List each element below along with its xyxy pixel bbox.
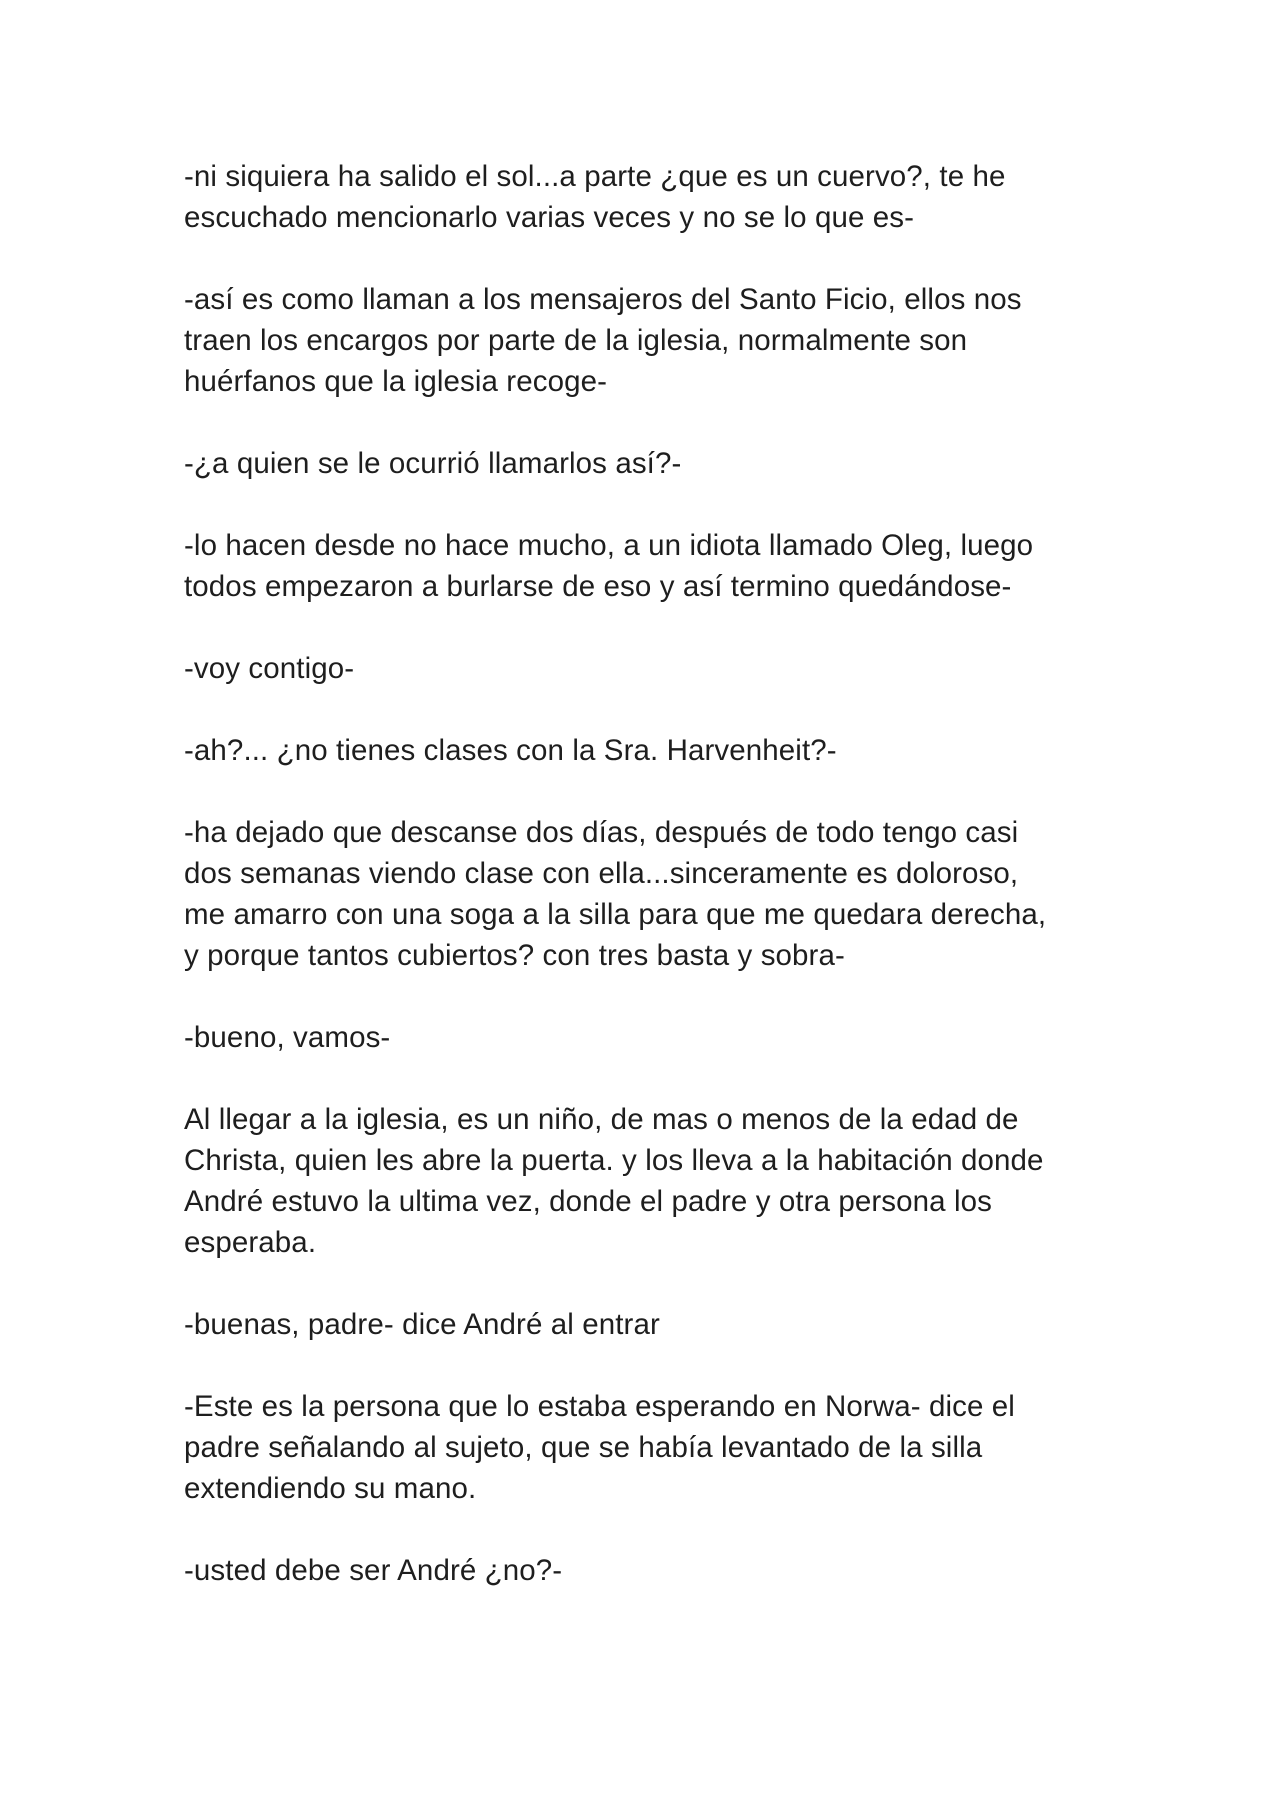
text-line: Christa, quien les abre la puerta. y los lleva a la habitación donde — [184, 1144, 1044, 1177]
text-line: padre señalando al sujeto, que se había levantado de la silla — [184, 1431, 983, 1464]
paragraph-9 — [184, 1099, 1100, 1263]
text-line: André estuvo la ultima vez, donde el padre y otra persona los — [184, 1185, 992, 1218]
text-line: -ni siquiera ha salido el sol...a parte ¿que es un cuervo?, te he — [184, 160, 1006, 193]
text-line: -ah?... ¿no tienes clases con la Sra. Harvenheit?- — [184, 734, 837, 767]
text-line: -voy contigo- — [184, 652, 355, 685]
text-line: traen los encargos por parte de la iglesia, normalmente son — [184, 324, 968, 357]
text-line: extendiendo su mano. — [184, 1472, 477, 1505]
paragraph-8 — [184, 1017, 1100, 1058]
paragraph-6 — [184, 730, 1100, 771]
text-line: -así es como llaman a los mensajeros del Santo Ficio, ellos nos — [184, 283, 1022, 316]
text-line: Al llegar a la iglesia, es un niño, de mas o menos de la edad de — [184, 1103, 1019, 1136]
text-line: -Este es la persona que lo estaba esperando en Norwa- dice el — [184, 1390, 1015, 1423]
text-line: dos semanas viendo clase con ella...sinceramente es doloroso, — [184, 857, 1019, 890]
text-line: -buenas, padre- dice André al entrar — [184, 1308, 660, 1341]
paragraph-7 — [184, 812, 1100, 976]
text-line: esperaba. — [184, 1226, 317, 1259]
text-line: huérfanos que la iglesia recoge- — [184, 365, 608, 398]
paragraph-10 — [184, 1304, 1100, 1345]
text-line: -ha dejado que descanse dos días, después de todo tengo casi — [184, 816, 1019, 849]
paragraph-1 — [184, 156, 1100, 238]
paragraph-4 — [184, 525, 1100, 607]
paragraph-11 — [184, 1386, 1100, 1509]
paragraph-12 — [184, 1550, 1100, 1591]
text-line: -bueno, vamos- — [184, 1021, 391, 1054]
text-line: -¿a quien se le ocurrió llamarlos así?- — [184, 447, 682, 480]
text-line: escuchado mencionarlo varias veces y no se lo que es- — [184, 201, 915, 234]
text-line: y porque tantos cubiertos? con tres basta y sobra- — [184, 939, 845, 972]
paragraph-2 — [184, 279, 1100, 402]
paragraph-3 — [184, 443, 1100, 484]
paragraph-5 — [184, 648, 1100, 689]
text-line: todos empezaron a burlarse de eso y así termino quedándose- — [184, 570, 1012, 603]
text-line: -usted debe ser André ¿no?- — [184, 1554, 563, 1587]
text-line: -lo hacen desde no hace mucho, a un idiota llamado Oleg, luego — [184, 529, 1034, 562]
text-line: me amarro con una soga a la silla para que me quedara derecha, — [184, 898, 1047, 931]
